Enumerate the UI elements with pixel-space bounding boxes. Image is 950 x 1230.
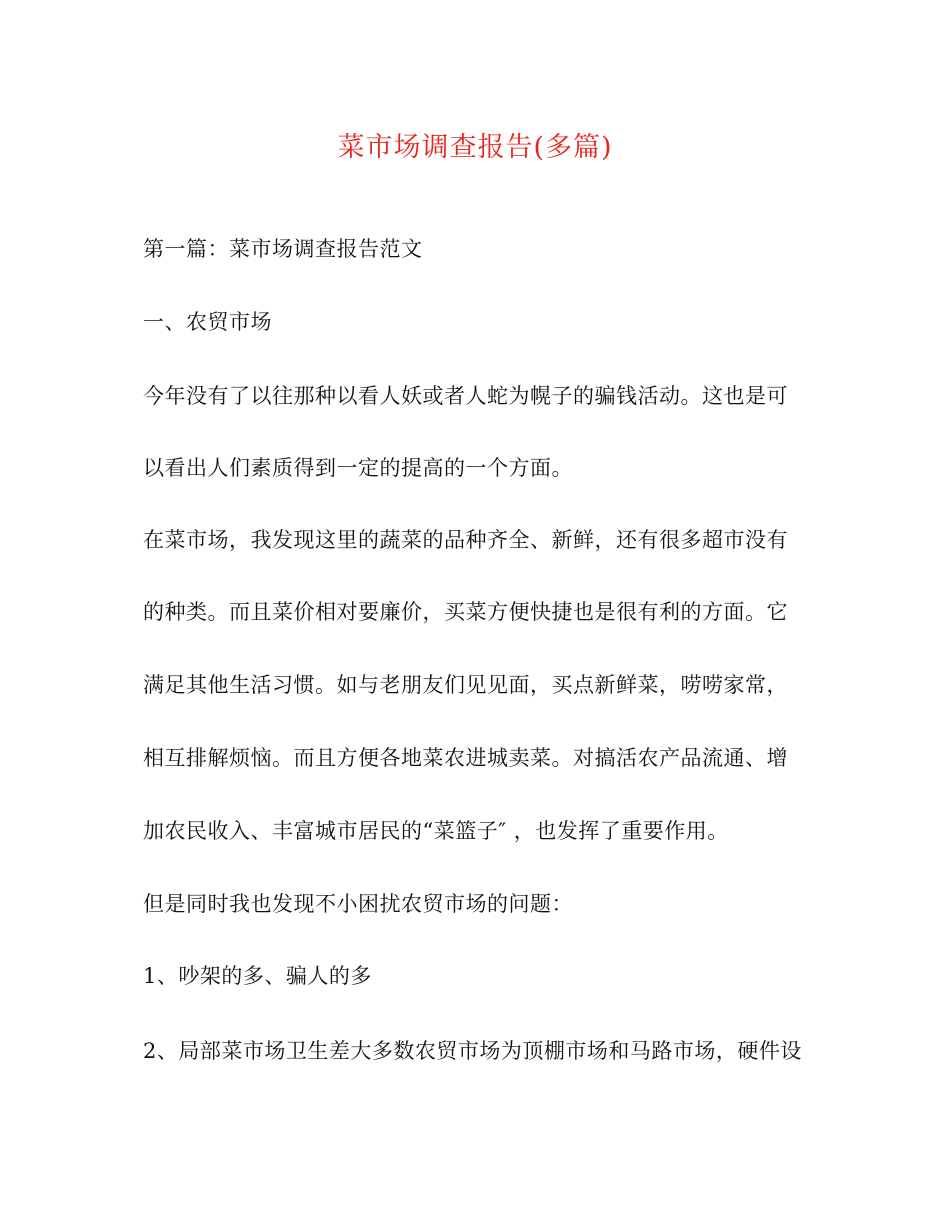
paragraph-line: 在菜市场，我发现这里的蔬菜的品种齐全、新鲜，还有很多超市没有 <box>143 528 788 552</box>
document-title: 菜市场调查报告(多篇) <box>337 132 613 163</box>
list-item: 1、吵架的多、骗人的多 <box>143 964 372 988</box>
section-heading: 第一篇：菜市场调查报告范文 <box>143 237 423 261</box>
paragraph-line: 加农民收入、丰富城市居民的“菜篮子″ ，也发挥了重要作用。 <box>143 819 729 843</box>
paragraph-line: 但是同时我也发现不小困扰农贸市场的问题： <box>143 892 573 916</box>
paragraph-line: 今年没有了以往那种以看人妖或者人蛇为幌子的骗钱活动。这也是可 <box>143 384 788 408</box>
subsection-heading: 一、农贸市场 <box>143 310 272 334</box>
paragraph-line: 满足其他生活习惯。如与老朋友们见见面，买点新鲜菜，唠唠家常， <box>143 673 788 697</box>
paragraph-line: 以看出人们素质得到一定的提高的一个方面。 <box>143 456 573 480</box>
list-item: 2、局部菜市场卫生差大多数农贸市场为顶棚市场和马路市场，硬件设 <box>143 1039 802 1063</box>
paragraph-line: 的种类。而且菜价相对要廉价，买菜方便快捷也是很有利的方面。它 <box>143 600 788 624</box>
paragraph-line: 相互排解烦恼。而且方便各地菜农进城卖菜。对搞活农产品流通、增 <box>143 746 788 770</box>
